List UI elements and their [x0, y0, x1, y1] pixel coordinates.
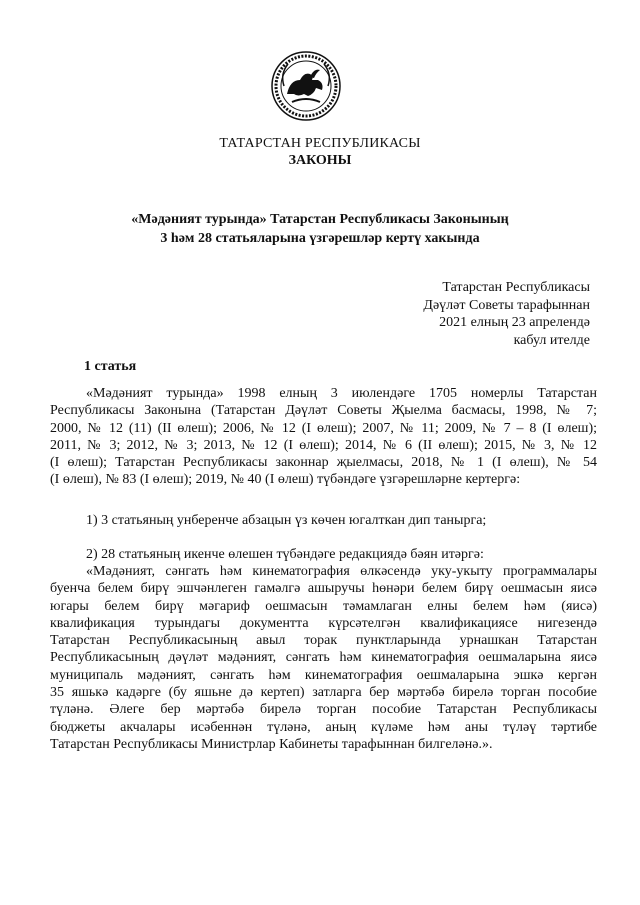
quoted-line: 35 яшькә кадәрге (бу яшьне дә кертеп) затларга бер мәртәбә бирелә торган пособие — [50, 685, 597, 701]
item-1-paragraph — [50, 512, 597, 529]
intro-line: 2000, № 12 (11) (II өлеш); 2006, № 12 (I өлеш); 2007, № 11; 2009, № 7 – 8 (I өлеш); — [50, 420, 597, 436]
quoted-line: бюджеты акчалары исәбеннән түләнә, аның күләме һәм аны түләү тәртибе — [50, 719, 597, 735]
quoted-line: Татарстан Республикасы Министрлар Кабинеты тарафыннан билгеләнә.». — [50, 736, 493, 752]
item-1-text: 1) 3 статьяның унберенче абзацын үз көчен югалткан дип танырга; — [86, 513, 487, 528]
quoted-line: буенча белем бирү эшчәнлеген гамәлгә ашыручы һөнәри белем бирү оешмасын яисә — [50, 581, 597, 597]
republic-name: ТАТАРСТАН РЕСПУБЛИКАСЫ — [219, 136, 421, 151]
adoption-line-1: Татарстан Республикасы — [442, 280, 590, 295]
quoted-line: түләнә. Әлеге бер мәртәбә бирелә торган пособие Татарстан Республикасы — [50, 702, 597, 718]
adoption-line-2: Дәүләт Советы тарафыннан — [423, 297, 590, 313]
intro-line: 2011, № 3; 2012, № 3; 2013, № 12 (I өлеш); 2014, № 6 (II өлеш); 2015, № 3, № 12 — [50, 437, 597, 453]
item-2-intro-text: 2) 28 статьяның икенче өлешен түбәндәге редакциядә бәян итәргә: — [86, 547, 484, 562]
title-line-1: «Мәдәният турында» Татарстан Республикасы Законының — [131, 212, 509, 227]
item-2-quoted-paragraph — [50, 563, 597, 753]
article-heading: 1 статья — [84, 359, 137, 374]
quoted-line: Республикасының дәүләт мәдәният, сәнгать һәм кинематография оешмаларына яисә — [50, 650, 597, 666]
quoted-line: квалификация турындагы документта күрсәтелгән квалификациясе нигезендә — [50, 615, 597, 631]
intro-line: «Мәдәният турында» 1998 елның 3 июлендәге 1705 номерлы Татарстан — [86, 386, 597, 401]
quoted-line: муниципаль мәдәният, сәнгать һәм кинематография оешмаларына эшкә кергән — [50, 667, 597, 683]
article-intro-paragraph — [50, 385, 597, 489]
quoted-line: «Мәдәният, сәнгать һәм кинематография өлкәсендә уку-укыту программалары — [86, 564, 597, 579]
intro-line: (I өлеш); Татарстан Республикасы законнар җыелмасы, 2018, № 1 (I өлеш), № 54 — [50, 455, 597, 471]
adoption-block — [423, 279, 590, 349]
intro-line: (I өлеш), № 83 (I өлеш); 2019, № 40 (I өлеш) түбәндәге үзгәрешләрне кертергә: — [50, 472, 521, 488]
document-title — [0, 210, 640, 248]
adoption-line-3: 2021 елның 23 апрелендә — [439, 315, 590, 330]
intro-line: Республикасы Законына (Татарстан Дәүләт Советы Җыелма басмасы, 1998, № 7; — [50, 403, 597, 419]
quoted-line: югары белем бирү мәгариф оешмасын тәмамлаган елны белем һәм (яисә) — [50, 598, 597, 614]
law-label: ЗАКОНЫ — [288, 153, 352, 168]
coat-of-arms-emblem — [270, 50, 342, 122]
adoption-line-4: кабул ителде — [513, 332, 590, 348]
quoted-line: Татарстан Республикасының авыл торак пунктларында урнашкан Татарстан — [50, 633, 597, 649]
item-2-intro-paragraph — [50, 546, 597, 563]
title-line-2: 3 һәм 28 статьяларына үзгәрешләр кертү хакында — [160, 231, 480, 246]
